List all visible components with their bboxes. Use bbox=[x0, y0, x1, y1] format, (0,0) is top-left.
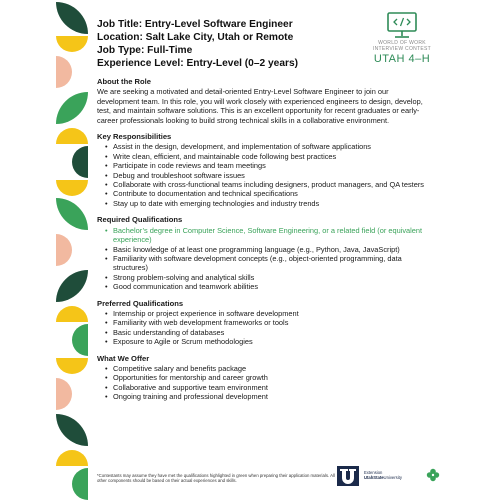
list-item: • Opportunities for mentorship and career growth bbox=[105, 373, 425, 382]
list-item: • Write clean, efficient, and maintainable code following best practices bbox=[105, 152, 425, 161]
list-item: • Strong problem-solving and analytical skills bbox=[105, 273, 425, 282]
decor-shape bbox=[56, 234, 72, 266]
decor-shape bbox=[72, 324, 88, 356]
list-item: • Good communication and teamwork abilities bbox=[105, 282, 425, 291]
footer-logos bbox=[336, 464, 442, 490]
decor-shape bbox=[56, 270, 88, 302]
offer-heading: What We Offer bbox=[97, 353, 150, 363]
offer-list bbox=[105, 364, 442, 402]
decor-shape bbox=[56, 2, 88, 34]
usu-name-regular: University bbox=[383, 475, 402, 480]
usu-name bbox=[364, 475, 402, 480]
about-text: We are seeking a motivated and detail-oriented Entry-Level Software Engineer to join our development team. In this role, you will work closely with experienced engineers to design, develop, test, and maintain software solutions. This is an excellent opportunity for recent graduates or early-career professionals looking to build strong technical skills in a collaborative environment. bbox=[97, 87, 423, 125]
experience-level: Experience Level: Entry-Level (0–2 years) bbox=[97, 58, 299, 69]
decor-shape bbox=[56, 36, 88, 52]
list-item: • Internship or project experience in software development bbox=[105, 309, 425, 318]
about-heading: About the Role bbox=[97, 77, 151, 86]
required-heading: Required Qualifications bbox=[97, 215, 183, 225]
list-item: • Assist in the design, development, and implementation of software applications bbox=[105, 142, 425, 151]
list-item: • Debug and troubleshoot software issues bbox=[105, 171, 425, 180]
decor-shape bbox=[56, 56, 72, 88]
list-item: • Stay up to date with emerging technologies and industry trends bbox=[105, 199, 425, 208]
job-type: Job Type: Full-Time bbox=[97, 45, 193, 56]
decor-shape bbox=[56, 358, 88, 374]
decor-shape bbox=[56, 414, 88, 446]
footer-note: *Contestants may assume they have met the qualifications highlighted in green when preparing their application materials. All other components should be based on their actual experiences and skills. bbox=[97, 473, 335, 484]
list-item: • Participate in code reviews and team meetings bbox=[105, 161, 425, 170]
usu-name-bold: UtahState bbox=[364, 475, 384, 480]
usu-u-logo bbox=[336, 464, 360, 488]
list-item: • Ongoing training and professional development bbox=[105, 392, 425, 401]
responsibilities-heading: Key Responsibilities bbox=[97, 132, 172, 142]
job-location: Location: Salt Lake City, Utah or Remote bbox=[97, 32, 294, 43]
4h-clover-icon bbox=[426, 468, 440, 482]
list-item: • Familiarity with software development concepts (e.g., object-oriented programming, data structures) bbox=[105, 254, 425, 273]
contest-line-1: WORLD OF WORK bbox=[378, 40, 426, 46]
decor-shape bbox=[56, 378, 72, 410]
preferred-heading: Preferred Qualifications bbox=[97, 298, 184, 308]
decor-shape bbox=[56, 450, 88, 466]
list-item: • Exposure to Agile or Scrum methodologies bbox=[105, 337, 425, 346]
decor-shape bbox=[72, 146, 88, 178]
list-item: • Basic understanding of databases bbox=[105, 328, 425, 337]
decor-shape bbox=[56, 198, 88, 230]
extension-label: Extension bbox=[364, 470, 383, 475]
job-title: Job Title: Entry-Level Software Engineer bbox=[97, 19, 293, 30]
preferred-list bbox=[105, 309, 442, 347]
decor-shape bbox=[56, 306, 88, 322]
list-item: • Basic knowledge of at least one programming language (e.g., Python, Java, JavaScript) bbox=[105, 245, 425, 254]
extension-wordmark bbox=[364, 470, 402, 480]
list-item: • Competitive salary and benefits package bbox=[105, 364, 425, 373]
responsibilities-list bbox=[105, 142, 442, 208]
decor-shape bbox=[56, 92, 88, 124]
decor-shape bbox=[72, 468, 88, 500]
decorative-edge-strip bbox=[56, 0, 88, 500]
list-item: • Collaborative and supportive team environment bbox=[105, 383, 425, 392]
job-posting bbox=[97, 18, 442, 402]
decor-shape bbox=[56, 128, 88, 144]
list-item: • Collaborate with cross-functional teams including designers, product managers, and QA testers bbox=[105, 180, 425, 189]
list-item-highlighted: • Bachelor’s degree in Computer Science, Software Engineering, or a related field (or equivalent experience) bbox=[105, 226, 425, 245]
decor-shape bbox=[56, 180, 88, 196]
required-list bbox=[105, 226, 442, 292]
list-item: • Contribute to documentation and technical specifications bbox=[105, 189, 425, 198]
contest-title: UTAH 4–H bbox=[373, 53, 431, 65]
contest-line-2: INTERVIEW CONTEST bbox=[372, 46, 432, 52]
list-item: • Familiarity with web development frameworks or tools bbox=[105, 318, 425, 327]
